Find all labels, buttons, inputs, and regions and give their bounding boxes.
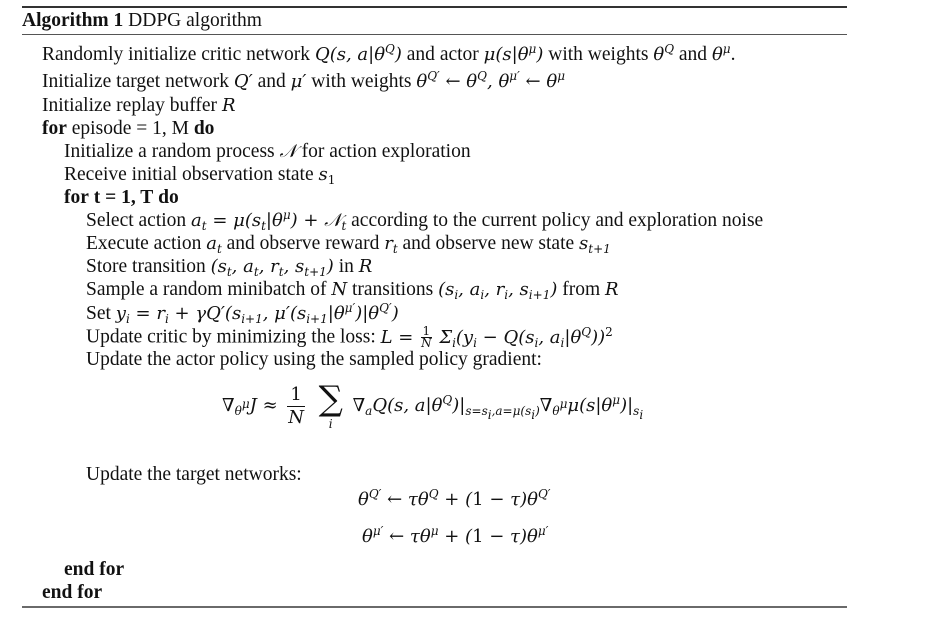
text: and [406,44,435,65]
algo-line-init-replay [42,95,236,117]
keyword-do: do [193,118,215,139]
math-r: R [605,279,619,300]
text: Update the actor policy using the sampled policy gradient: [86,349,542,370]
algorithm-caption [22,9,262,33]
math-s1: $s_1$ [318,164,336,187]
text: Store transition [86,256,206,277]
fraction-1-over-n: $\frac{1}{N}$ [288,383,304,428]
math-r: R [221,95,236,116]
math-theta-q: $\theta^Q$ [653,42,675,65]
algorithm-title: DDPG algorithm [128,10,262,31]
algo-line-init-target [42,71,565,93]
algo-line-execute-action [86,233,611,255]
algo-line-for-episode [42,118,214,140]
math-actor: $\mu(s|\theta^\mu)$ [483,42,544,65]
algorithm-label: Algorithm 1 [22,10,124,31]
algo-line-init-networks: Randomly initialize critic network Q(s, $a|\theta^Q$) and actor $\mu(s|\theta^\mu)$ with weights $\theta^Q$ and $\theta^\mu$. [42,42,736,65]
text: with weights [311,71,412,92]
algo-line-update-critic [86,326,613,349]
algo-line-receive-obs [64,164,335,186]
math-select-action: $a_t = \mu(s_t|\theta^\mu)$ + 𝒩$_t$ [191,208,347,233]
algo-line-init-random-process [64,141,471,163]
algo-line-sample-minibatch [86,279,619,301]
math-minibatch-tuple: ($s_i$, $a_i$, $r_i$, $s_{i+1}$) [438,279,558,302]
keyword-end-for: end for [64,559,125,580]
text: Initialize a random process [64,141,275,162]
text: Sample a random minibatch of [86,279,327,300]
math-r: R [358,256,373,277]
text: Initialize target network [42,71,229,92]
text: and observe reward [226,233,380,254]
keyword-for: for [64,187,89,208]
keyword-for: for [42,118,67,139]
math-q-prime: Q′ [233,71,253,92]
text: with weights [548,44,649,65]
math-n: N [331,279,348,300]
math-noise-process: 𝒩 [279,141,297,162]
text: actor [439,44,479,65]
algorithm-bottom-rule [22,606,847,608]
equation-target-q-update: $\theta^{Q'}$ ← $\tau\theta^Q + (1 - \tau)\theta^{Q'}$ [358,487,551,510]
text: Receive initial observation state [64,164,314,185]
algo-line-set-target [86,303,399,325]
keyword-end-for: end for [42,582,103,603]
text: Set [86,303,111,324]
math-rt: $r_t$ [384,233,398,256]
keyword-do: do [158,187,179,208]
text: episode = 1, M [71,118,189,139]
math-transition: ($s_t$, $a_t$, $r_t$, $s_{t+1}$) [210,256,334,279]
text: Update the target networks: [86,464,302,485]
text: in [338,256,354,277]
text: Select action [86,210,187,231]
text: and [257,71,286,92]
caption-rule [22,34,847,35]
text: and [678,44,708,65]
text: t = 1, T [93,187,154,208]
text: Execute action [86,233,202,254]
text: according to the current policy and exploration noise [351,210,764,231]
text: from [562,279,601,300]
text: transitions [351,279,434,300]
math-theta-mu: $\theta^\mu$ [711,42,731,65]
equation-target-mu-update: $\theta^{\mu'}$ ← $\tau\theta^\mu + (1 - \tau)\theta^{\mu'}$ [362,524,549,547]
math-critic: Q(s, $a|\theta^Q$) [314,42,402,65]
text: Initialize replay buffer [42,95,218,116]
text: for action exploration [301,141,471,162]
algo-line-end-for-inner [64,559,124,581]
equation-policy-gradient: $\nabla_{\theta^\mu}J$ ≈ $\frac{1}{N}$ ∑ i $\nabla_aQ(s$, $a|\theta^Q)|_{s=s_i,a=\mu(s_i)}\nabla_{\theta^\mu}\mu(s|\theta^\mu)|_{s_i}$ [222,379,644,431]
math-st1: $s_{t+1}$ [579,233,611,256]
algo-line-store-transition [86,256,372,278]
sum-over-i: ∑ i [318,379,343,431]
algo-line-end-for-outer [42,582,102,604]
math-critic-loss: L = $\frac{1}{N}$ $\Sigma_i(y_i - Q(s_i$, $a_i|\theta^Q))^2$ [380,324,613,350]
algo-line-select-action [86,210,763,232]
math-target-value: $y_i = r_i + \gamma Q'(s_{i+1}$, $\mu'(s_{i+1}|\theta^{\mu'})|\theta^{Q'}$) [115,301,399,326]
math-mu-prime: μ′ [290,71,307,92]
math-at: $a_t$ [206,233,222,256]
algo-line-update-actor [86,349,542,371]
algo-line-update-target [86,464,302,486]
math-target-assign: $\theta^{Q'}$ ← $\theta^Q$, $\theta^{\mu'}$ ← $\theta^\mu$ [416,69,565,92]
text: Update critic by minimizing the loss: [86,326,376,348]
text: Randomly initialize critic network [42,44,311,65]
algorithm-top-rule [22,6,847,8]
text: and observe new state [402,233,575,254]
algo-line-for-t [64,187,179,209]
